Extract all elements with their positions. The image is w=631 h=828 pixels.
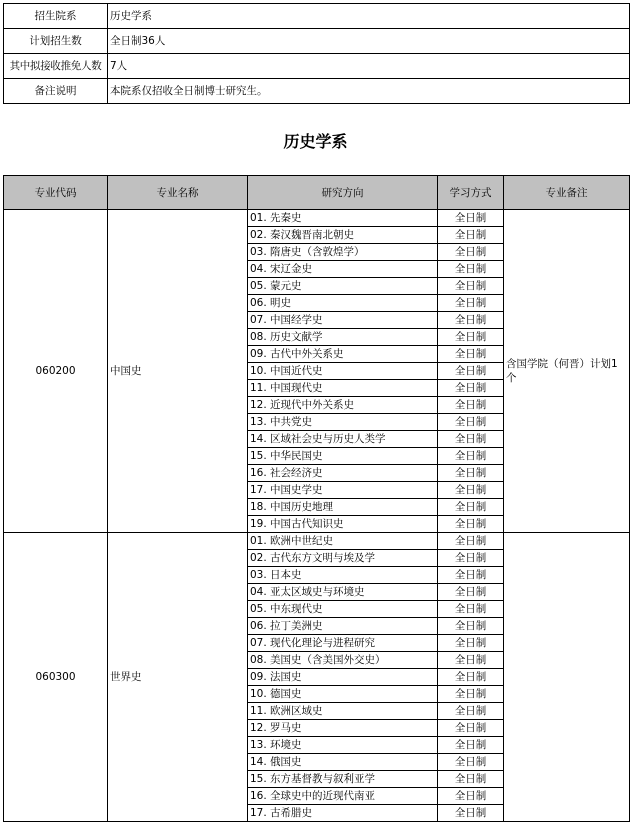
header-note: 专业备注	[504, 176, 630, 210]
research-direction: 14. 俄国史	[248, 754, 438, 771]
research-direction: 05. 中东现代史	[248, 601, 438, 618]
study-mode: 全日制	[438, 278, 504, 295]
header-code: 专业代码	[4, 176, 108, 210]
study-mode: 全日制	[438, 329, 504, 346]
study-mode: 全日制	[438, 414, 504, 431]
research-direction: 01. 先秦史	[248, 210, 438, 227]
study-mode: 全日制	[438, 669, 504, 686]
research-direction: 02. 古代东方文明与埃及学	[248, 550, 438, 567]
research-direction: 08. 美国史（含美国外交史）	[248, 652, 438, 669]
study-mode: 全日制	[438, 465, 504, 482]
study-mode: 全日制	[438, 618, 504, 635]
study-mode: 全日制	[438, 550, 504, 567]
study-mode: 全日制	[438, 295, 504, 312]
major-table-body	[4, 210, 630, 822]
major-table	[3, 175, 630, 822]
research-direction: 11. 欧洲区域史	[248, 703, 438, 720]
info-key: 招生院系	[4, 4, 108, 29]
research-direction: 06. 明史	[248, 295, 438, 312]
header-mode: 学习方式	[438, 176, 504, 210]
research-direction: 14. 区域社会史与历史人类学	[248, 431, 438, 448]
study-mode: 全日制	[438, 227, 504, 244]
study-mode: 全日制	[438, 703, 504, 720]
table-row	[4, 533, 630, 550]
major-name: 中国史	[108, 210, 248, 533]
study-mode: 全日制	[438, 499, 504, 516]
study-mode: 全日制	[438, 482, 504, 499]
study-mode: 全日制	[438, 737, 504, 754]
study-mode: 全日制	[438, 533, 504, 550]
info-value: 历史学系	[108, 4, 630, 29]
research-direction: 18. 中国历史地理	[248, 499, 438, 516]
table-row	[4, 210, 630, 227]
research-direction: 12. 近现代中外关系史	[248, 397, 438, 414]
header-name: 专业名称	[108, 176, 248, 210]
study-mode: 全日制	[438, 346, 504, 363]
research-direction: 10. 德国史	[248, 686, 438, 703]
research-direction: 04. 宋辽金史	[248, 261, 438, 278]
info-value: 本院系仅招收全日制博士研究生。	[108, 79, 630, 104]
header-direction: 研究方向	[248, 176, 438, 210]
study-mode: 全日制	[438, 363, 504, 380]
study-mode: 全日制	[438, 601, 504, 618]
research-direction: 13. 环境史	[248, 737, 438, 754]
study-mode: 全日制	[438, 244, 504, 261]
study-mode: 全日制	[438, 448, 504, 465]
info-row	[4, 4, 630, 29]
study-mode: 全日制	[438, 754, 504, 771]
info-value: 7人	[108, 54, 630, 79]
study-mode: 全日制	[438, 516, 504, 533]
info-key: 备注说明	[4, 79, 108, 104]
study-mode: 全日制	[438, 261, 504, 278]
info-row	[4, 54, 630, 79]
study-mode: 全日制	[438, 652, 504, 669]
major-code: 060300	[4, 533, 108, 822]
major-name: 世界史	[108, 533, 248, 822]
info-value: 全日制36人	[108, 29, 630, 54]
research-direction: 11. 中国现代史	[248, 380, 438, 397]
research-direction: 07. 中国经学史	[248, 312, 438, 329]
research-direction: 06. 拉丁美洲史	[248, 618, 438, 635]
research-direction: 17. 古希腊史	[248, 805, 438, 822]
research-direction: 09. 古代中外关系史	[248, 346, 438, 363]
study-mode: 全日制	[438, 771, 504, 788]
major-code: 060200	[4, 210, 108, 533]
info-table	[3, 3, 630, 104]
research-direction: 15. 中华民国史	[248, 448, 438, 465]
study-mode: 全日制	[438, 431, 504, 448]
research-direction: 04. 亚太区域史与环境史	[248, 584, 438, 601]
table-header-row	[4, 176, 630, 210]
research-direction: 03. 日本史	[248, 567, 438, 584]
study-mode: 全日制	[438, 686, 504, 703]
research-direction: 19. 中国古代知识史	[248, 516, 438, 533]
research-direction: 02. 秦汉魏晋南北朝史	[248, 227, 438, 244]
info-key: 计划招生数	[4, 29, 108, 54]
study-mode: 全日制	[438, 380, 504, 397]
study-mode: 全日制	[438, 397, 504, 414]
research-direction: 16. 全球史中的近现代南亚	[248, 788, 438, 805]
page-title: 历史学系	[283, 132, 348, 151]
study-mode: 全日制	[438, 805, 504, 822]
research-direction: 10. 中国近代史	[248, 363, 438, 380]
info-row	[4, 79, 630, 104]
study-mode: 全日制	[438, 788, 504, 805]
study-mode: 全日制	[438, 635, 504, 652]
major-note: 含国学院（何晋）计划1个	[504, 210, 630, 533]
research-direction: 13. 中共党史	[248, 414, 438, 431]
research-direction: 03. 隋唐史（含敦煌学）	[248, 244, 438, 261]
study-mode: 全日制	[438, 567, 504, 584]
study-mode: 全日制	[438, 720, 504, 737]
study-mode: 全日制	[438, 312, 504, 329]
research-direction: 08. 历史文献学	[248, 329, 438, 346]
major-note	[504, 533, 630, 822]
info-key: 其中拟接收推免人数	[4, 54, 108, 79]
research-direction: 07. 现代化理论与进程研究	[248, 635, 438, 652]
research-direction: 05. 蒙元史	[248, 278, 438, 295]
research-direction: 16. 社会经济史	[248, 465, 438, 482]
research-direction: 12. 罗马史	[248, 720, 438, 737]
research-direction: 09. 法国史	[248, 669, 438, 686]
study-mode: 全日制	[438, 210, 504, 227]
research-direction: 17. 中国史学史	[248, 482, 438, 499]
research-direction: 15. 东方基督教与叙利亚学	[248, 771, 438, 788]
study-mode: 全日制	[438, 584, 504, 601]
research-direction: 01. 欧洲中世纪史	[248, 533, 438, 550]
info-row	[4, 29, 630, 54]
